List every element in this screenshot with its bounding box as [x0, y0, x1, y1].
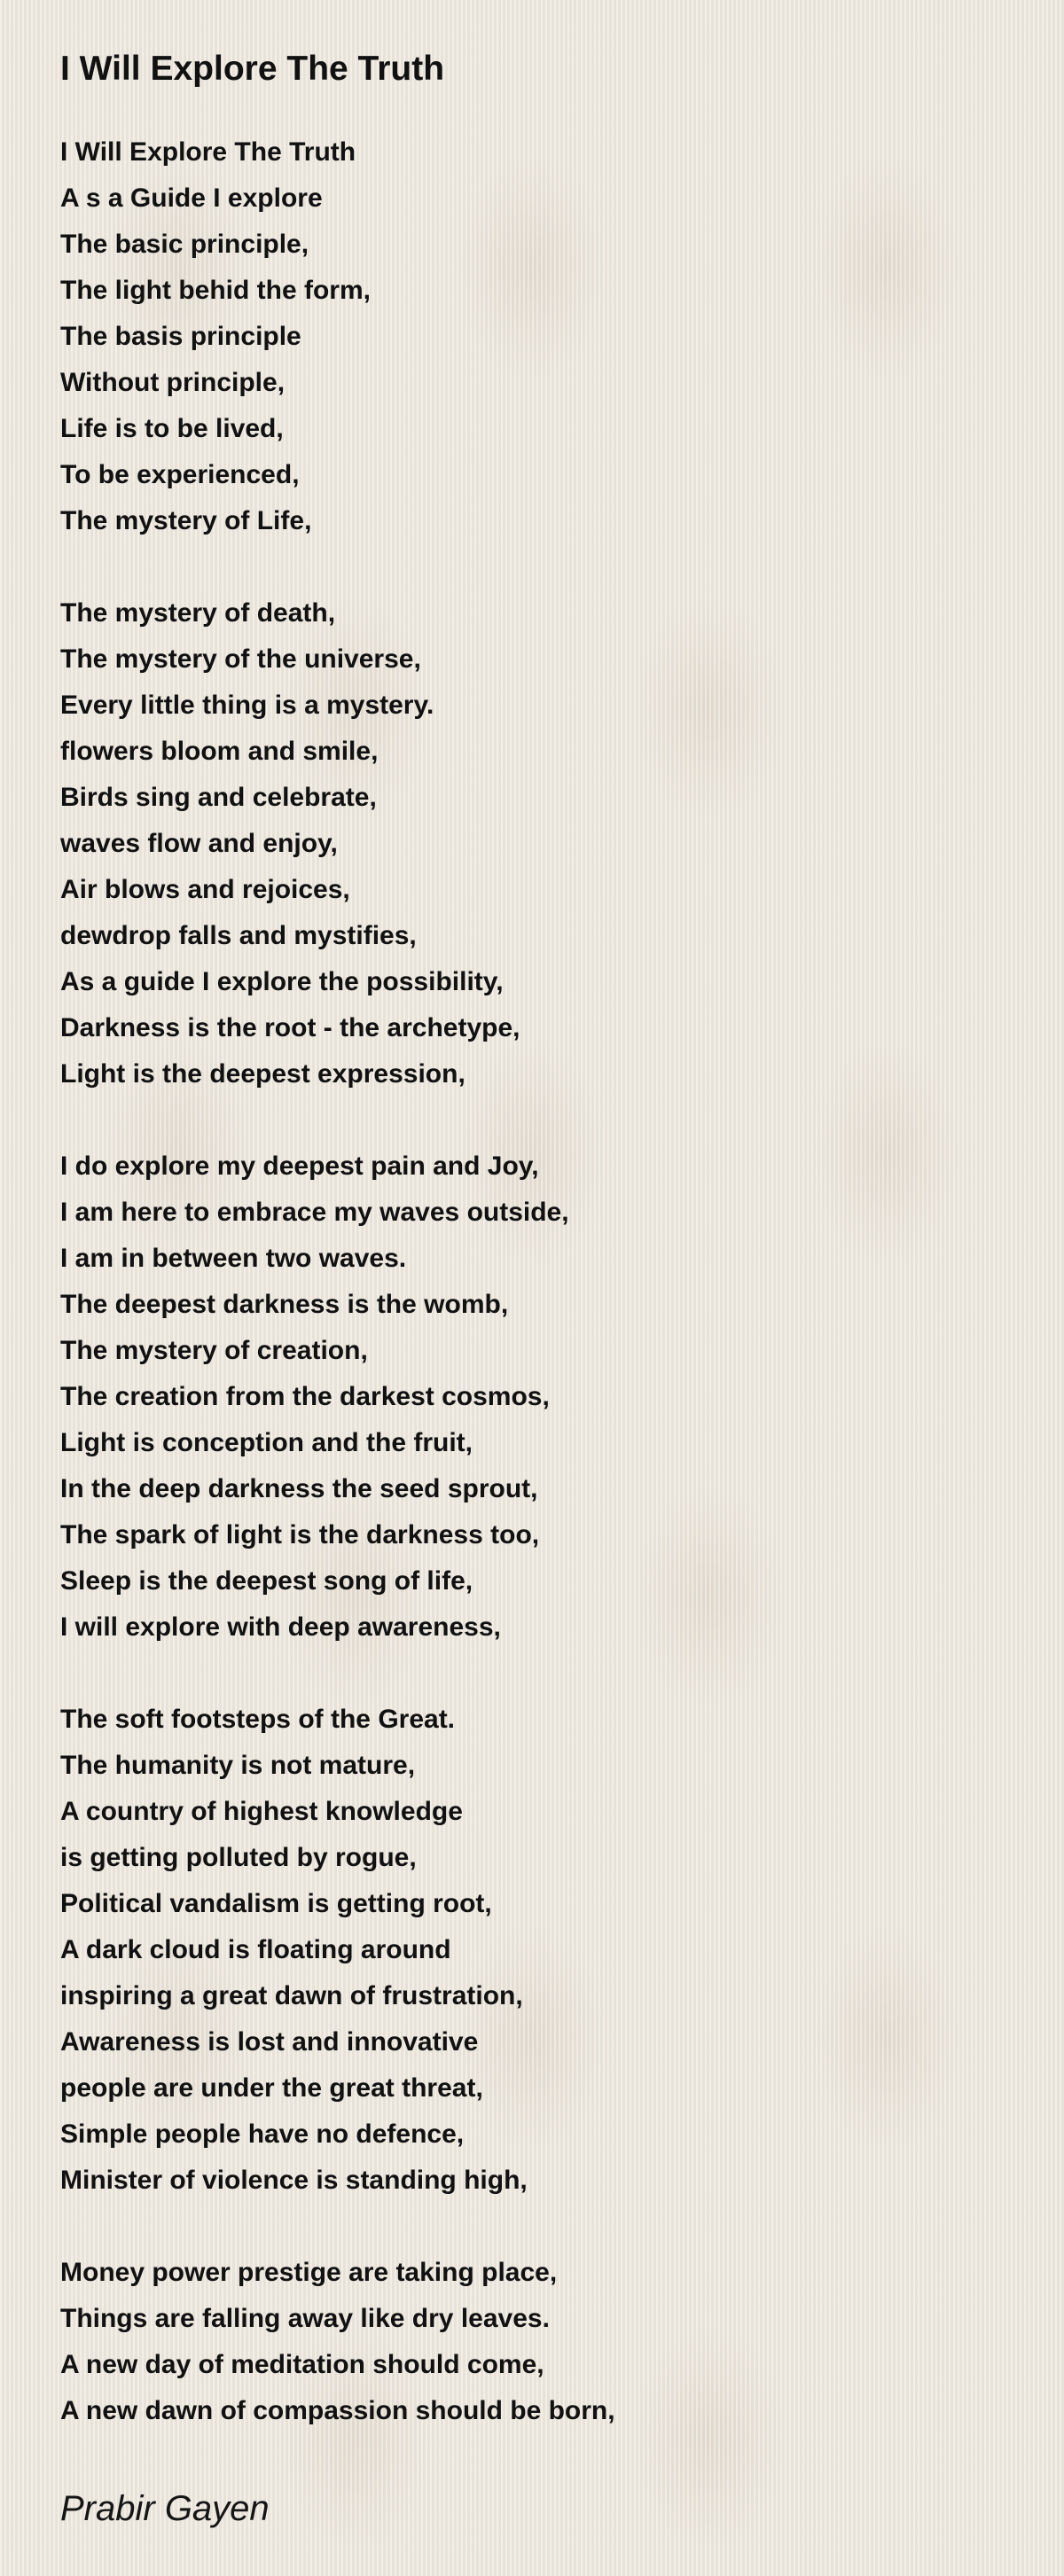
poem-line: The deepest darkness is the womb,	[60, 1290, 509, 1319]
poem-line: flowers bloom and smile,	[60, 737, 379, 766]
poem-line: The mystery of creation,	[60, 1336, 368, 1365]
poem-line: I do explore my deepest pain and Joy,	[60, 1151, 539, 1181]
poem-line: waves flow and enjoy,	[60, 829, 338, 858]
poem-line: Birds sing and celebrate,	[60, 783, 377, 812]
poem-line: inspiring a great dawn of frustration,	[60, 1981, 523, 2010]
poem-line: Awareness is lost and innovative	[60, 2027, 479, 2057]
poem-line: The mystery of the universe,	[60, 644, 421, 674]
poem-line: The soft footsteps of the Great.	[60, 1705, 456, 1734]
poem-title: I Will Explore The Truth	[60, 50, 445, 88]
poem-line: A country of highest knowledge	[60, 1797, 463, 1826]
poem-body	[60, 129, 615, 2480]
poem-line: To be experienced,	[60, 460, 300, 489]
poem-line: is getting polluted by rogue,	[60, 1843, 417, 1872]
poem-line: I Will Explore The Truth	[60, 137, 356, 167]
poem-line: In the deep darkness the seed sprout,	[60, 1474, 538, 1503]
poem-line: The basic principle,	[60, 230, 309, 259]
poem-line: I am here to embrace my waves outside,	[60, 1198, 569, 1227]
poem-line: Air blows and rejoices,	[60, 875, 350, 904]
poem-line: Light is conception and the fruit,	[60, 1428, 473, 1457]
poem-line: The mystery of death,	[60, 598, 336, 628]
poem-line: Life is to be lived,	[60, 414, 284, 443]
poem-line: dewdrop falls and mystifies,	[60, 921, 417, 950]
poem-line: Sleep is the deepest song of life,	[60, 1566, 473, 1596]
poem-line: people are under the great threat,	[60, 2073, 483, 2103]
stanza-2	[60, 590, 615, 1097]
stanza-3	[60, 1144, 615, 1651]
poem-line: A new dawn of compassion should be born,	[60, 2396, 615, 2425]
poem-author: Prabir Gayen	[60, 2489, 270, 2528]
poem-line: Simple people have no defence,	[60, 2119, 465, 2149]
poem-line: Political vandalism is getting root,	[60, 1889, 492, 1918]
stanza-4	[60, 1697, 615, 2204]
poem-line: The light behid the form,	[60, 276, 371, 305]
poem-line: As a guide I explore the possibility,	[60, 967, 504, 996]
poem-line: The basis principle	[60, 322, 301, 351]
poem-line: Darkness is the root - the archetype,	[60, 1013, 520, 1042]
stanza-1	[60, 129, 615, 544]
poem-line: The spark of light is the darkness too,	[60, 1520, 540, 1550]
poem-line: Every little thing is a mystery.	[60, 691, 434, 720]
poem-line: Things are falling away like dry leaves.	[60, 2304, 550, 2333]
poem-line: Money power prestige are taking place,	[60, 2258, 558, 2287]
poem-line: A s a Guide I explore	[60, 183, 323, 213]
poem-line: The creation from the darkest cosmos,	[60, 1382, 550, 1411]
stanza-5	[60, 2250, 615, 2434]
poem-line: Light is the deepest expression,	[60, 1059, 466, 1089]
poem-line: A new day of meditation should come,	[60, 2350, 544, 2379]
poem-line: A dark cloud is floating around	[60, 1935, 451, 1964]
poem-line: Minister of violence is standing high,	[60, 2166, 528, 2195]
poem-line: The humanity is not mature,	[60, 1751, 416, 1780]
poem-line: I will explore with deep awareness,	[60, 1612, 501, 1642]
poem-line: Without principle,	[60, 368, 286, 397]
poem-line: The mystery of Life,	[60, 506, 312, 535]
poem-line: I am in between two waves.	[60, 1244, 407, 1273]
